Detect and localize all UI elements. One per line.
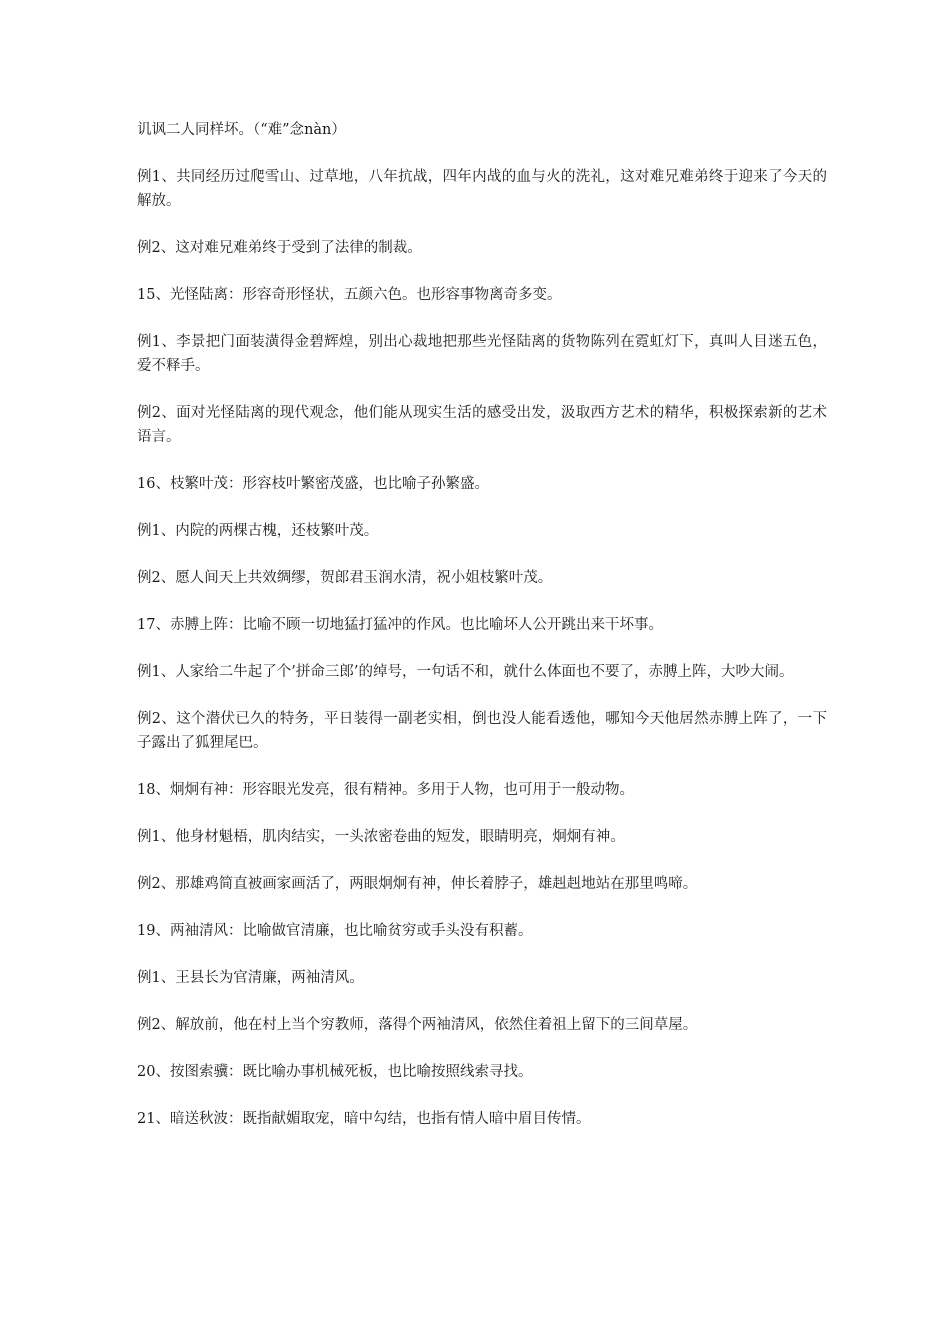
paragraph-idiom-entry: 16、枝繁叶茂：形容枝叶繁密茂盛，也比喻子孙繁盛。	[137, 476, 489, 492]
paragraph-idiom-entry: 19、两袖清风：比喻做官清廉，也比喻贫穷或手头没有积蓄。	[137, 923, 533, 939]
paragraph-example: 例2、愿人间天上共效绸缪，贺郎君玉润水清，祝小姐枝繁叶茂。	[137, 570, 553, 586]
paragraph-example: 例2、面对光怪陆离的现代观念，他们能从现实生活的感受出发，汲取西方艺术的精华，积极探索新的艺术语言。	[137, 405, 827, 445]
paragraph-example: 例2、那雄鸡简直被画家画活了，两眼炯炯有神，伸长着脖子，雄赳赳地站在那里鸣啼。	[137, 876, 698, 892]
paragraph-example: 例2、解放前，他在村上当个穷教师，落得个两袖清风，依然住着祖上留下的三间草屋。	[137, 1017, 698, 1033]
paragraph-example: 例1、共同经历过爬雪山、过草地，八年抗战，四年内战的血与火的洗礼，这对难兄难弟终于迎来了今天的解放。	[137, 169, 827, 209]
paragraph-idiom-entry: 20、按图索骥：既比喻办事机械死板，也比喻按照线索寻找。	[137, 1064, 533, 1080]
paragraph-example: 例2、这对难兄难弟终于受到了法律的制裁。	[137, 240, 422, 256]
paragraph-example: 例2、这个潜伏已久的特务，平日装得一副老实相，倒也没人能看透他，哪知今天他居然赤膊上阵了，一下子露出了狐狸尾巴。	[137, 711, 827, 751]
paragraph-continuation: 讥讽二人同样坏。（“难”念nàn）	[137, 122, 346, 138]
paragraph-idiom-entry: 15、光怪陆离：形容奇形怪状，五颜六色。也形容事物离奇多变。	[137, 287, 562, 303]
paragraph-example: 例1、李景把门面装潢得金碧辉煌，别出心裁地把那些光怪陆离的货物陈列在霓虹灯下，真叫人目迷五色，爱不释手。	[137, 334, 827, 374]
paragraph-example: 例1、内院的两棵古槐，还枝繁叶茂。	[137, 523, 379, 539]
document-body	[137, 118, 827, 1154]
paragraph-example: 例1、他身材魁梧，肌肉结实，一头浓密卷曲的短发，眼睛明亮，炯炯有神。	[137, 829, 625, 845]
paragraph-example: 例1、王县长为官清廉，两袖清风。	[137, 970, 364, 986]
paragraph-idiom-entry: 21、暗送秋波：既指献媚取宠，暗中勾结，也指有情人暗中眉目传情。	[137, 1111, 591, 1127]
paragraph-idiom-entry: 17、赤膊上阵：比喻不顾一切地猛打猛冲的作风。也比喻坏人公开跳出来干坏事。	[137, 617, 663, 633]
paragraph-example: 例1、人家给二牛起了个’拼命三郎’的绰号，一句话不和，就什么体面也不要了，赤膊上阵，大吵大闹。	[137, 664, 794, 680]
paragraph-idiom-entry: 18、炯炯有神：形容眼光发亮，很有精神。多用于人物，也可用于一般动物。	[137, 782, 634, 798]
